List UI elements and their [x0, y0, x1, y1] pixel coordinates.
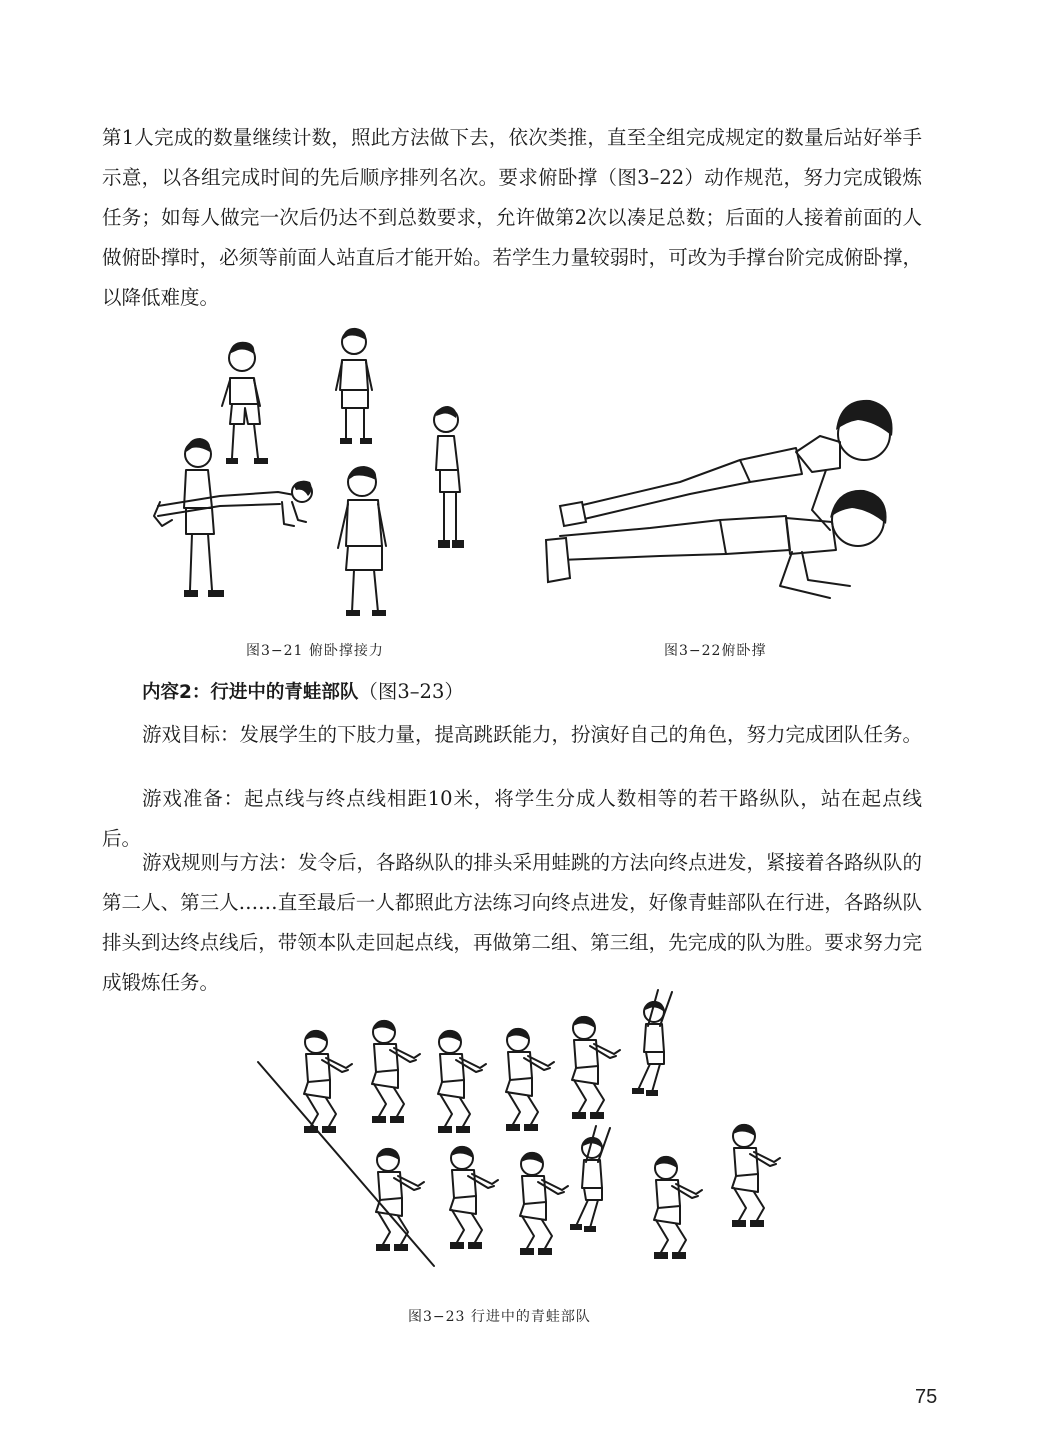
figure-caption-3-22: 图3−22俯卧撑	[664, 643, 767, 659]
page-number: 75	[915, 1386, 938, 1408]
illustration-push-up-bottom-child	[546, 490, 887, 598]
figure-push-up-relay	[150, 320, 480, 620]
illustration-walking-child	[338, 466, 386, 616]
illustration-frog-jumper	[732, 1124, 780, 1227]
illustration-standing-child-2	[336, 328, 372, 444]
section-heading-figure-ref: （图3–23）	[358, 680, 464, 703]
illustration-frog-jumper	[438, 1030, 486, 1133]
figure-frog-troop	[250, 970, 800, 1270]
illustration-frog-jumper	[506, 1028, 554, 1131]
illustration-frog-jumpers	[304, 990, 780, 1259]
section-heading	[102, 672, 922, 713]
illustration-frog-jumper	[654, 1156, 702, 1259]
illustration-frog-jumper	[570, 1126, 610, 1232]
figure-caption-3-23: 图3−23 行进中的青蛙部队	[408, 1309, 591, 1325]
illustration-start-line	[258, 1062, 434, 1266]
paragraph-game-preparation: 游戏准备：起点线与终点线相距10米，将学生分成人数相等的若干路纵队，站在起点线后。	[102, 787, 922, 850]
paragraph-game-goal: 游戏目标：发展学生的下肢力量，提高跳跃能力，扮演好自己的角色，努力完成团队任务。	[142, 723, 923, 746]
illustration-standing-child-3	[434, 406, 464, 548]
paragraph-game-rules: 游戏规则与方法：发令后，各路纵队的排头采用蛙跳的方法向终点进发，紧接着各路纵队的第二人、第三人……直至最后一人都照此方法练习向终点进发，好像青蛙部队在行进，各路纵队排头到达终点线后，带领本队走回起点线，再做第二组、第三组，先完成的队为胜。要求努力完成锻炼任务。	[102, 851, 923, 994]
illustration-frog-jumper	[520, 1152, 568, 1255]
illustration-frog-jumper	[632, 990, 672, 1096]
paragraph-push-up-rules: 第1人完成的数量继续计数，照此方法做下去，依次类推，直至全组完成规定的数量后站好举手示意，以各组完成时间的先后顺序排列名次。要求俯卧撑（图3–22）动作规范，努力完成锻炼任务；如每人做完一次后仍达不到总数要求，允许做第2次以凑足总数；后面的人接着前面的人做俯卧撑时，必须等前面人站直后才能开始。若学生力量较弱时，可改为手撑台阶完成俯卧撑，以降低难度。	[102, 126, 922, 309]
illustration-standing-child-1	[222, 342, 268, 464]
section-heading-label: 内容2：行进中的青蛙部队	[142, 682, 359, 703]
figure-caption-3-21: 图3−21 俯卧撑接力	[246, 643, 384, 659]
figure-push-up	[540, 390, 900, 610]
illustration-frog-jumper	[372, 1020, 420, 1123]
illustration-frog-jumper	[572, 1016, 620, 1119]
illustration-frog-jumper	[450, 1146, 498, 1249]
illustration-frog-jumper	[304, 1030, 352, 1133]
illustration-frog-jumper	[376, 1148, 424, 1251]
